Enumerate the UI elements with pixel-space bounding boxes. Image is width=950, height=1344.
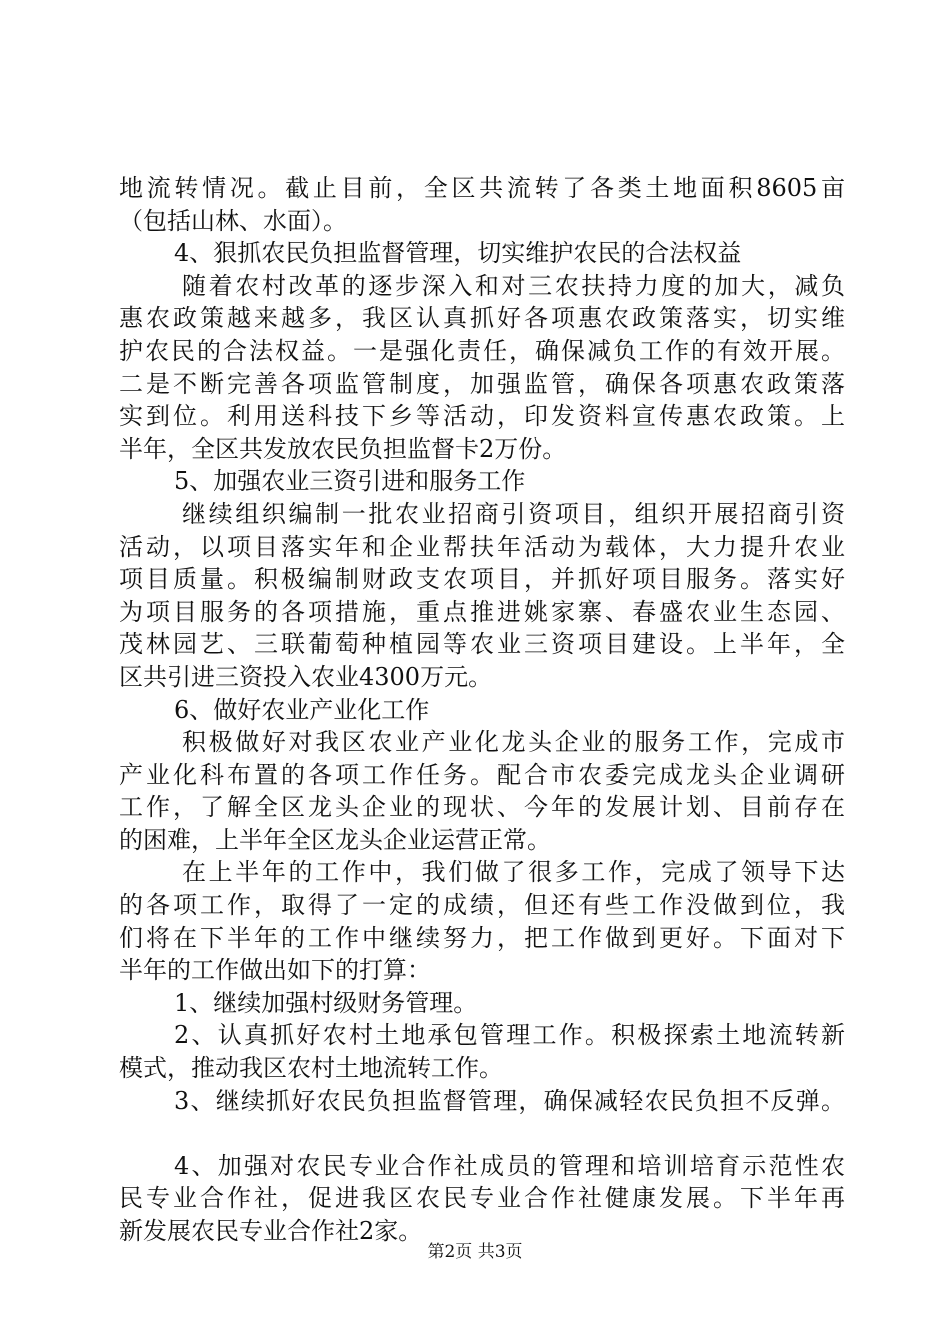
body-line: 随着农村改革的逐步深入和对三农扶持力度的加大，减负	[182, 271, 845, 300]
body-line: 的困难，上半年全区龙头企业运营正常。	[119, 825, 551, 854]
body-line: 产业化科布置的各项工作任务。配合市农委完成龙头企业调研	[119, 760, 845, 789]
body-line: 们将在下半年的工作中继续努力，把工作做到更好。下面对下	[119, 923, 845, 952]
document-body	[119, 172, 845, 1248]
body-line: 区共引进三资投入农业4300万元。	[119, 662, 493, 691]
section-heading: 5、加强农业三资引进和服务工作	[174, 467, 526, 496]
body-line: 惠农政策越来越多，我区认真抓好各项惠农政策落实，切实维	[119, 304, 845, 333]
body-line: 实到位。利用送科技下乡等活动，印发资料宣传惠农政策。上	[119, 402, 845, 431]
page-footer: 第2页 共3页	[427, 1242, 523, 1262]
body-line: 的各项工作，取得了一定的成绩，但还有些工作没做到位，我	[119, 891, 845, 920]
body-line: 新发展农民专业合作社2家。	[119, 1217, 423, 1245]
body-line: 继续组织编制一批农业招商引资项目，组织开展招商引资	[182, 499, 845, 528]
body-line: 半年的工作做出如下的打算：	[119, 956, 431, 985]
body-line: 项目质量。积极编制财政支农项目，并抓好项目服务。落实好	[119, 565, 845, 594]
body-line: 工作，了解全区龙头企业的现状、今年的发展计划、目前存在	[119, 793, 845, 822]
blank-line	[119, 1117, 845, 1150]
body-line: （包括山林、水面）。	[119, 206, 347, 235]
body-line: 二是不断完善各项监管制度，加强监管，确保各项惠农政策落	[119, 369, 845, 398]
section-heading: 4、狠抓农民负担监督管理，切实维护农民的合法权益	[174, 239, 742, 268]
plan-item: 3、继续抓好农民负担监督管理，确保减轻农民负担不反弹。	[174, 1086, 845, 1115]
body-line: 地流转情况。截止目前，全区共流转了各类土地面积8605亩	[119, 174, 845, 202]
body-line: 护农民的合法权益。一是强化责任，确保减负工作的有效开展。	[119, 336, 845, 365]
body-line: 为项目服务的各项措施，重点推进姚家寨、春盛农业生态园、	[119, 597, 845, 626]
body-line: 活动，以项目落实年和企业帮扶年活动为载体，大力提升农业	[119, 532, 845, 561]
body-line: 积极做好对我区农业产业化龙头企业的服务工作，完成市	[182, 728, 845, 757]
body-line: 半年，全区共发放农民负担监督卡2万份。	[119, 434, 567, 463]
plan-item: 2、认真抓好农村土地承包管理工作。积极探索土地流转新	[174, 1021, 845, 1050]
body-line: 在上半年的工作中，我们做了很多工作，完成了领导下达	[182, 858, 845, 887]
plan-item: 1、继续加强村级财务管理。	[174, 988, 478, 1017]
plan-item: 4、加强对农民专业合作社成员的管理和培训培育示范性农	[174, 1151, 845, 1180]
body-line: 民专业合作社，促进我区农民专业合作社健康发展。下半年再	[119, 1184, 845, 1213]
section-heading: 6、做好农业产业化工作	[174, 695, 430, 724]
body-line: 模式，推动我区农村土地流转工作。	[119, 1054, 503, 1083]
body-line: 茂林园艺、三联葡萄种植园等农业三资项目建设。上半年，全	[119, 630, 845, 659]
